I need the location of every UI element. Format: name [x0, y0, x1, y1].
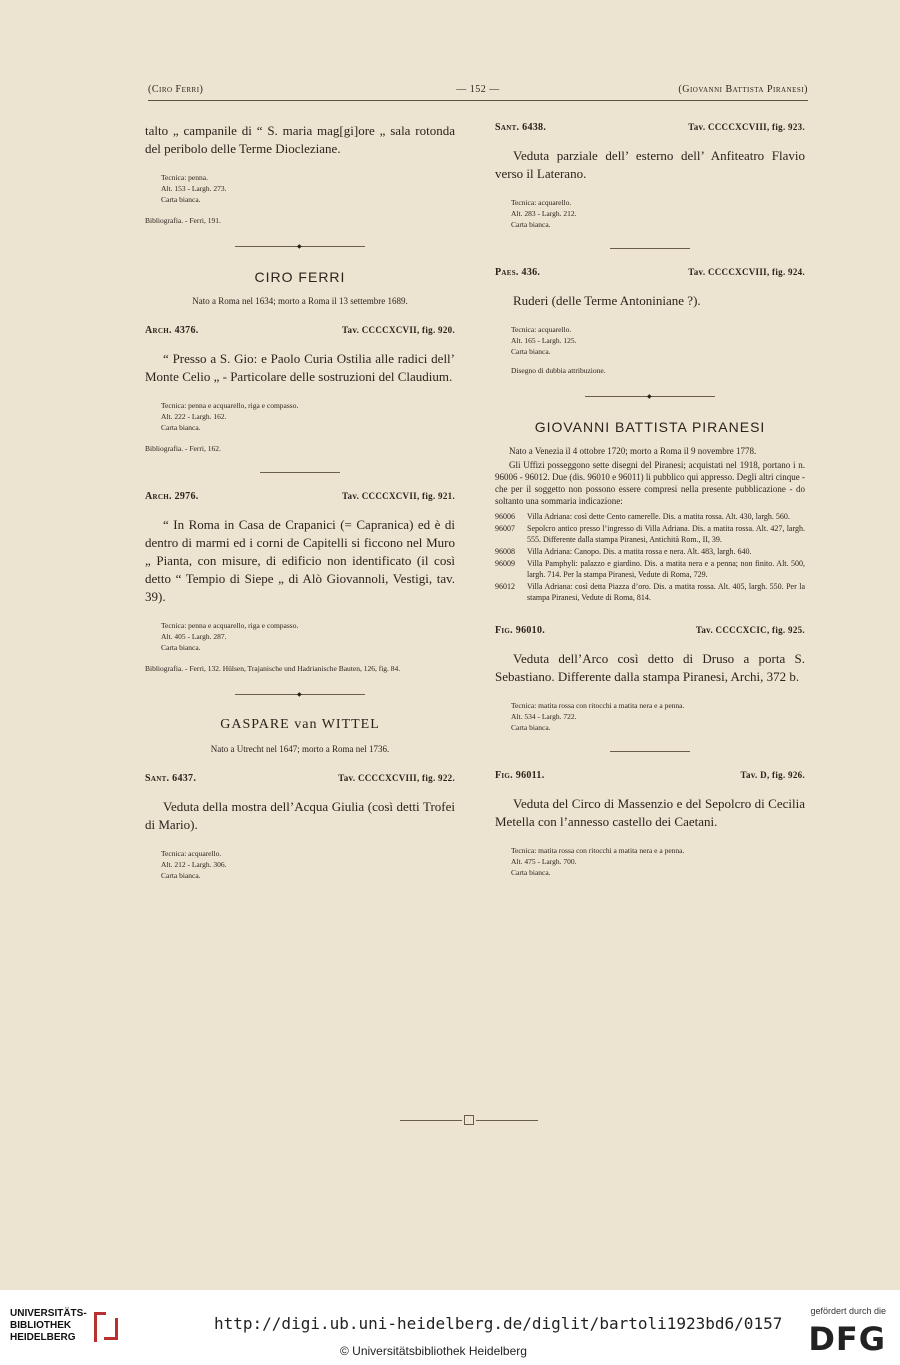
entry-technique-922: Tecnica: acquarello. Alt. 212 - Largh. 306. Carta bianca. — [161, 849, 227, 880]
entry-bibliography-920: Bibliografia. - Ferri, 162. — [145, 444, 221, 453]
continued-bibliography: Bibliografia. - Ferri, 191. — [145, 216, 221, 225]
entry-header-925: Fig. 96010. Tav. CCCCXCIC, fig. 925. — [495, 625, 805, 636]
sponsor-label: gefördert durch die — [810, 1306, 886, 1316]
dfg-logo[interactable]: DFG — [808, 1320, 886, 1358]
entry-technique-923: Tecnica: acquarello. Alt. 283 - Largh. 212. Carta bianca. — [511, 198, 577, 229]
permalink-url[interactable]: http://digi.ub.uni-heidelberg.de/diglit/bartoli1923bd6/0157 — [214, 1314, 783, 1333]
entry-text-921: “ In Roma in Casa de Crapanici (= Capranica) ed è di dentro di marmi ed i corni de Capitelli si ficcono nel Muro „ Pianta, con misure, di edificio non identificato (il così detto “ Tempio di Siepe „ di Alò Giovannoli, Vestigi, tav. 39). — [145, 517, 455, 604]
header-left: (Ciro Ferri) — [148, 84, 204, 95]
entry-technique-920: Tecnica: penna e acquarello, riga e compasso. Alt. 222 - Largh. 162. Carta bianca. — [161, 401, 299, 432]
entry-technique-921: Tecnica: penna e acquarello, riga e compasso. Alt. 405 - Largh. 287. Carta bianca. — [161, 621, 299, 652]
entry-technique-924: Tecnica: acquarello. Alt. 165 - Largh. 125. Carta bianca. Disegno di dubbia attribuzione. — [511, 325, 606, 375]
list-item: 96012 Villa Adriana: così detta Piazza d’oro. Dis. a matita rossa. Alt. 405, largh. 550. Per la stampa Piranesi, Vedute di Roma, 814. — [495, 582, 805, 602]
entry-technique-925: Tecnica: matita rossa con ritocchi a matita nera e a penna. Alt. 534 - Largh. 722. Carta bianca. — [511, 701, 685, 732]
entry-header-921: Arch. 2976. Tav. CCCCXCVII, fig. 921. — [145, 491, 455, 502]
viewer-footer — [0, 1290, 900, 1365]
end-ornament — [400, 1115, 540, 1125]
entry-text-923: Veduta parziale dell’ esterno dell’ Anfiteatro Flavio verso il Laterano. — [495, 148, 805, 181]
divider — [610, 751, 690, 752]
ornament-rule: ◆ — [235, 246, 365, 247]
piranesi-intro: Gli Uffizi posseggono sette disegni del Piranesi; acquistati nel 1918, portano i n. 96006 - 96012. Due (dis. 96010 e 96011) li pubblico qui appresso. Degli altri cinque - che per il soggetto non possono essere compresi nella presente pubblicazione - do soltanto una sommaria indicazione: — [495, 460, 805, 506]
entry-header-920: Arch. 4376. Tav. CCCCXCVII, fig. 920. — [145, 325, 455, 336]
list-item: 96009 Villa Pamphyli: palazzo e giardino. Dis. a matita nera e a penna; non finito. Alt. 500, largh. 714. Per la stampa Piranesi, Vedute di Roma, 729. — [495, 559, 805, 579]
drawings-list — [495, 511, 805, 603]
ub-heidelberg-logo[interactable]: UNIVERSITÄTS- BIBLIOTHEK HEIDELBERG — [10, 1308, 210, 1348]
divider — [260, 472, 340, 473]
entry-header-923: Sant. 6438. Tav. CCCCXCVIII, fig. 923. — [495, 122, 805, 133]
ornament-rule: ◆ — [585, 396, 715, 397]
list-item: 96006 Villa Adriana: così dette Cento camerelle. Dis. a matita rossa. Alt. 430, largh. 560. — [495, 512, 790, 521]
entry-text-925: Veduta dell’Arco così detto di Druso a porta S. Sebastiano. Differente dalla stampa Piranesi, Archi, 372 b. — [495, 651, 805, 684]
entry-text-922: Veduta della mostra dell’Acqua Giulia (così detti Trofei di Mario). — [145, 799, 455, 832]
entry-header-926: Fig. 96011. Tav. D, fig. 926. — [495, 770, 805, 781]
divider — [610, 248, 690, 249]
continued-text: talto „ campanile di “ S. maria mag[gi]ore „ sala rotonda del peribolo delle Terme Diocleziane. — [145, 123, 455, 156]
left-column — [145, 122, 455, 881]
header-rule — [148, 100, 808, 101]
ub-logo-icon — [94, 1312, 120, 1342]
piranesi-bio: Nato a Venezia il 4 ottobre 1720; morto a Roma il 9 novembre 1778. — [509, 446, 757, 456]
copyright-notice: © Universitätsbibliothek Heidelberg — [340, 1344, 527, 1358]
entry-header-924: Paes. 436. Tav. CCCCXCVIII, fig. 924. — [495, 267, 805, 278]
ornament-rule: ◆ — [235, 694, 365, 695]
entry-text-926: Veduta del Circo di Massenzio e del Sepolcro di Cecilia Metella con l’annesso castello dei Caetani. — [495, 796, 805, 829]
list-item: 96007 Sepolcro antico presso l’ingresso di Villa Adriana. Dis. a matita rossa. Alt. 427, largh. 555. Differente dalla stampa Piranesi, Antichità Rom., II, 39. — [495, 524, 805, 544]
section-title-ferri: CIRO FERRI — [254, 269, 346, 285]
ornament-square-icon — [464, 1115, 474, 1125]
header-right: (Giovanni Battista Piranesi) — [678, 84, 808, 95]
ferri-bio: Nato a Roma nel 1634; morto a Roma il 13 settembre 1689. — [192, 296, 408, 306]
section-title-piranesi: GIOVANNI BATTISTA PIRANESI — [534, 419, 766, 435]
entry-text-924: Ruderi (delle Terme Antoniniane ?). — [513, 293, 701, 308]
entry-bibliography-921: Bibliografia. - Ferri, 132. Hülsen, Trajanische und Hadrianische Bauten, 126, fig. 84. — [145, 664, 401, 673]
list-item: 96008 Villa Adriana: Canopo. Dis. a matita rossa e nera. Alt. 483, largh. 640. — [495, 547, 752, 556]
entry-technique-926: Tecnica: matita rossa con ritocchi a matita nera e a penna. Alt. 475 - Largh. 700. Carta bianca. — [511, 846, 685, 877]
wittel-bio: Nato a Utrecht nel 1647; morto a Roma nel 1736. — [210, 744, 390, 754]
entry-text-920: “ Presso a S. Gio: e Paolo Curia Ostilia alle radici dell’ Monte Celio „ - Particolare delle sostruzioni del Claudium. — [145, 351, 455, 384]
right-column — [495, 122, 805, 878]
entry-header-922: Sant. 6437. Tav. CCCCXCVIII, fig. 922. — [145, 773, 455, 784]
page-number: — 152 — — [456, 84, 500, 95]
section-title-wittel: GASPARE van WITTEL — [220, 717, 380, 732]
continued-technique: Tecnica: penna. Alt. 153 - Largh. 273. Carta bianca. — [161, 173, 227, 204]
running-header — [148, 80, 808, 100]
